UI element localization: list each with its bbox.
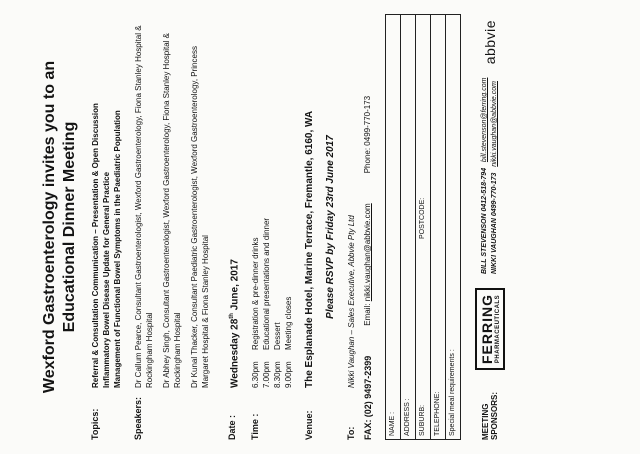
email-label: Email:	[363, 303, 373, 326]
fax-label: FAX:	[363, 419, 374, 440]
contact-line	[363, 14, 373, 440]
date-section	[227, 14, 240, 440]
topics-section	[90, 14, 123, 440]
contact-1-email[interactable]: bill.stevenson@ferring.com	[481, 77, 489, 163]
ferring-logo: FERRING PHARMACEUTICALS	[475, 288, 505, 370]
to-label: To:	[346, 426, 357, 440]
topic-item: Referral & Consultation Communication – Presentation & Open Discussion	[91, 103, 100, 388]
time-label: Time :	[250, 413, 261, 440]
venue-value: The Esplanade Hotel, Marine Terrace, Fremantle, 6160, WA	[304, 110, 316, 388]
to-value: Nikki Vaughan – Sales Executive, Abbvie Pty Ltd	[347, 215, 357, 388]
contact-2: NIKKI VAUGHAN 0499-770-173	[491, 172, 499, 274]
time-section	[250, 14, 294, 440]
speakers-label: Speakers:	[133, 396, 143, 440]
venue-section	[304, 14, 315, 440]
time-slot: 9.00pm	[284, 361, 294, 388]
topic-item: Management of Functional Bowel Symptoms in the Paediatric Population	[113, 110, 122, 388]
venue-label: Venue:	[304, 410, 315, 440]
suburb-field[interactable]: SUBURB: POSTCODE:	[416, 15, 431, 439]
time-desc: Dessert	[273, 322, 283, 350]
title-line-2: Educational Dinner Meeting	[61, 121, 78, 333]
telephone-field[interactable]: TELEPHONE:	[431, 15, 446, 439]
postcode-label: POSTCODE:	[419, 197, 427, 239]
time-slot: 8.30pm	[273, 361, 283, 388]
email-link[interactable]: nikki.vaughan@abbvie.com	[363, 203, 373, 302]
speaker-item: Dr Kunal Thacker, Consultant Paediatric Gastroenterologist, Wexford Gastroenterology, Princess Margaret Hospital & Fiona Stanley Hospital	[190, 46, 210, 388]
name-field[interactable]: NAME :	[386, 15, 401, 439]
flyer-title	[40, 14, 80, 440]
abbvie-logo: abbvie	[482, 20, 499, 65]
time-desc: Registration & pre-dinner drinks	[251, 237, 261, 350]
time-slot: 7.00pm	[262, 361, 272, 388]
topic-item: Inflammatory Bowel Disease Update for General Practice	[102, 171, 111, 388]
date-value: Wednesday 28th June, 2017	[229, 259, 241, 388]
contact-2-email[interactable]: nikki.vaughan@abbvie.com	[491, 81, 499, 167]
meal-requirements-field[interactable]: Special meal requirements :	[449, 349, 457, 436]
sponsors-label: MEETING SPONSORS:	[481, 391, 500, 440]
sponsors-section	[475, 14, 505, 440]
title-line-1: Wexford Gastroenterology invites you to an	[41, 60, 58, 394]
topics-label: Topics:	[90, 408, 100, 440]
time-desc: Educational presentations and dinner	[262, 217, 272, 350]
rsvp-form	[385, 14, 461, 440]
sponsor-contacts	[480, 78, 500, 274]
rsvp-notice: Please RSVP by Friday 23rd June 2017	[325, 135, 337, 319]
time-desc: Meeting closes	[284, 296, 294, 350]
speakers-section	[133, 14, 217, 440]
phone-label: Phone:	[363, 147, 373, 174]
phone-number: 0499-770-173	[363, 95, 373, 146]
time-slot: 6.30pm	[251, 361, 261, 388]
to-section	[346, 14, 357, 440]
contact-1: BILL STEVENSON 0412-518-794	[481, 167, 489, 274]
speaker-item: Dr Abhey Singh, Consultant Gastroenterologist, Wexford Gastroenterology, Fiona Stanley Hospital & Rockingham Hospital	[162, 33, 182, 388]
fax-number: (02) 9497-2399	[363, 355, 374, 418]
date-label: Date :	[227, 414, 237, 440]
speaker-item: Dr Callum Pearce, Consultant Gastroenterologist, Wexford Gastroenterology, Fiona Stanley Hospital & Rockingham Hospital	[134, 25, 154, 388]
address-field[interactable]: ADDRESS :	[401, 15, 416, 439]
